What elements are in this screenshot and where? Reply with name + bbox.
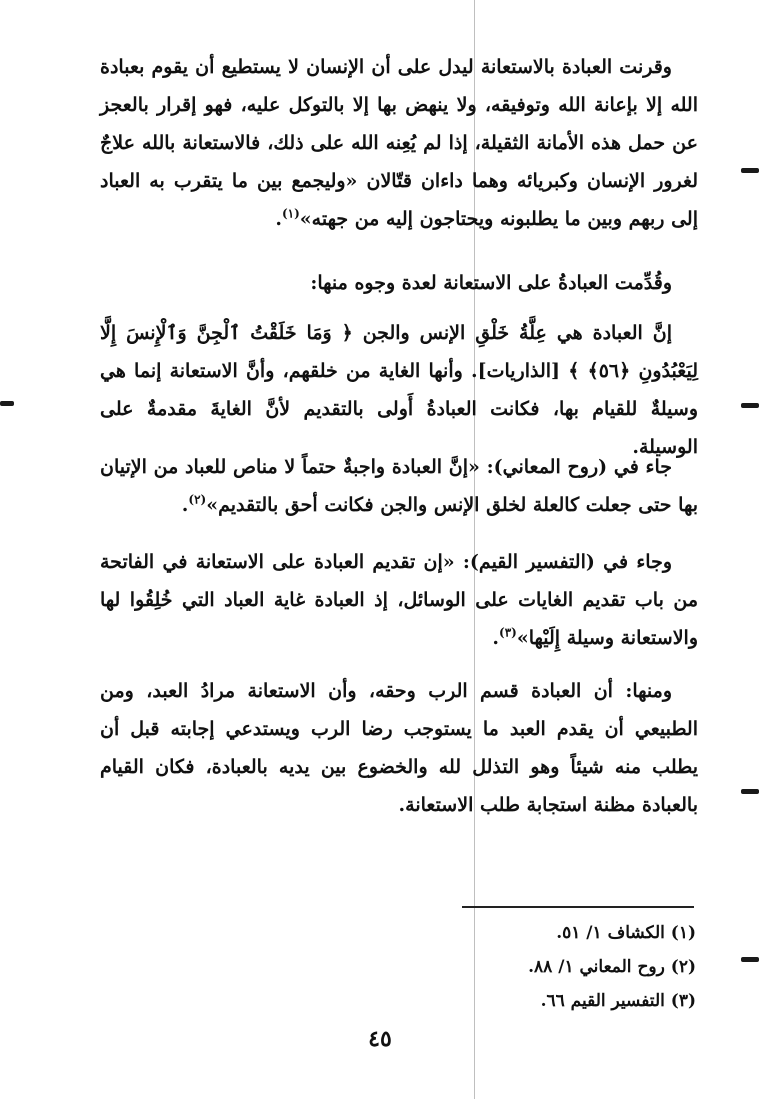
margin-mark	[741, 403, 759, 408]
paragraph-istiana-worship	[100, 48, 698, 238]
paragraph-creation-purpose	[100, 314, 698, 466]
paragraph-text: جاء في (روح المعاني): «إنَّ العبادة واجبةٌ حتماً لا مناص للعباد من الإتيان بها حتى جعلت كالعلة لخلق الإنس والجن فكانت أحق بالتقديم»	[100, 456, 698, 516]
paragraph-precedence-intro	[100, 264, 698, 302]
sentence-end: .	[275, 208, 282, 230]
footnote-1: (١) الكشاف ١/ ٥١.	[556, 923, 696, 943]
footnote-ref-1: (١)	[281, 206, 300, 221]
paragraph-lord-right	[100, 672, 698, 824]
paragraph-text: ومنها: أن العبادة قسم الرب وحقه، وأن الاستعانة مرادُ العبد، ومن الطبيعي أن يقدم العبد ما يستوجب رضا الرب ويستدعي إجابته قبل أن يطلب منه شيئاً وهو التذلل لله والخضوع بين يديه بالعبادة، فكان القيام بالعبادة مظنة استجابة طلب الاستعانة.	[100, 680, 698, 816]
paragraph-tafsir-qayyim	[100, 543, 698, 657]
margin-mark	[741, 957, 759, 962]
margin-mark	[0, 401, 14, 406]
footnote-ref-2: (٢)	[188, 492, 207, 507]
footnote-2: (٢) روح المعاني ١/ ٨٨.	[528, 957, 696, 977]
paragraph-text: وقُدِّمت العبادةُ على الاستعانة لعدة وجوه منها:	[310, 272, 672, 294]
footnotes	[400, 916, 696, 1018]
paragraph-ruh-al-maani	[100, 448, 698, 524]
page-number: ٤٥	[368, 1026, 392, 1052]
paragraph-text: إنَّ العبادة هي عِلَّةُ خَلْقِ الإنس والجن	[362, 322, 672, 344]
footnote-separator	[462, 906, 694, 908]
paragraph-text: [الذاريات]. وأنها الغاية من خلقهم، وأنَّ الاستعانة إنما هي وسيلةٌ للقيام بها، فكانت العبادةُ أَولى بالتقديم لأنَّ الغايةَ مقدمةٌ على الوسيلة.	[100, 360, 698, 458]
paragraph-text: وقرنت العبادة بالاستعانة ليدل على أن الإنسان لا يستطيع أن يقوم بعبادة الله إلا بإعانة الله وتوفيقه، ولا ينهض بها إلا بالتوكل عليه، فهو إقرار بالعجز عن حمل هذه الأمانة الثقيلة، إذا لم يُعِنه الله على ذلك، فالاستعانة بالله علاجٌ لغرور الإنسان وكبريائه وهما داءان قتّالان «وليجمع بين ما يتقرب به العباد إلى ربهم وبين ما يطلبونه ويحتاجون إليه من جهته»	[100, 56, 698, 230]
paragraph-text: وجاء في (التفسير القيم): «إن تقديم العبادة على الاستعانة في الفاتحة من باب تقديم الغايات على الوسائل، إذ العبادة غاية العباد التي خُلِقُوا لها والاستعانة وسيلة إِلَيْها»	[100, 551, 698, 649]
sentence-end: .	[181, 494, 189, 516]
quran-verse: ﴿ وَمَا خَلَقْتُ ٱلْجِنَّ وَٱلْإِنسَ إِلَّا لِيَعْبُدُونِ ﴿٥٦﴾ ﴾	[100, 322, 698, 382]
footnote-ref-3: (٣)	[499, 625, 517, 640]
margin-mark	[741, 168, 759, 173]
footnote-3: (٣) التفسير القيم ٦٦.	[540, 991, 696, 1011]
sentence-end: .	[492, 627, 500, 649]
margin-mark	[741, 789, 759, 794]
